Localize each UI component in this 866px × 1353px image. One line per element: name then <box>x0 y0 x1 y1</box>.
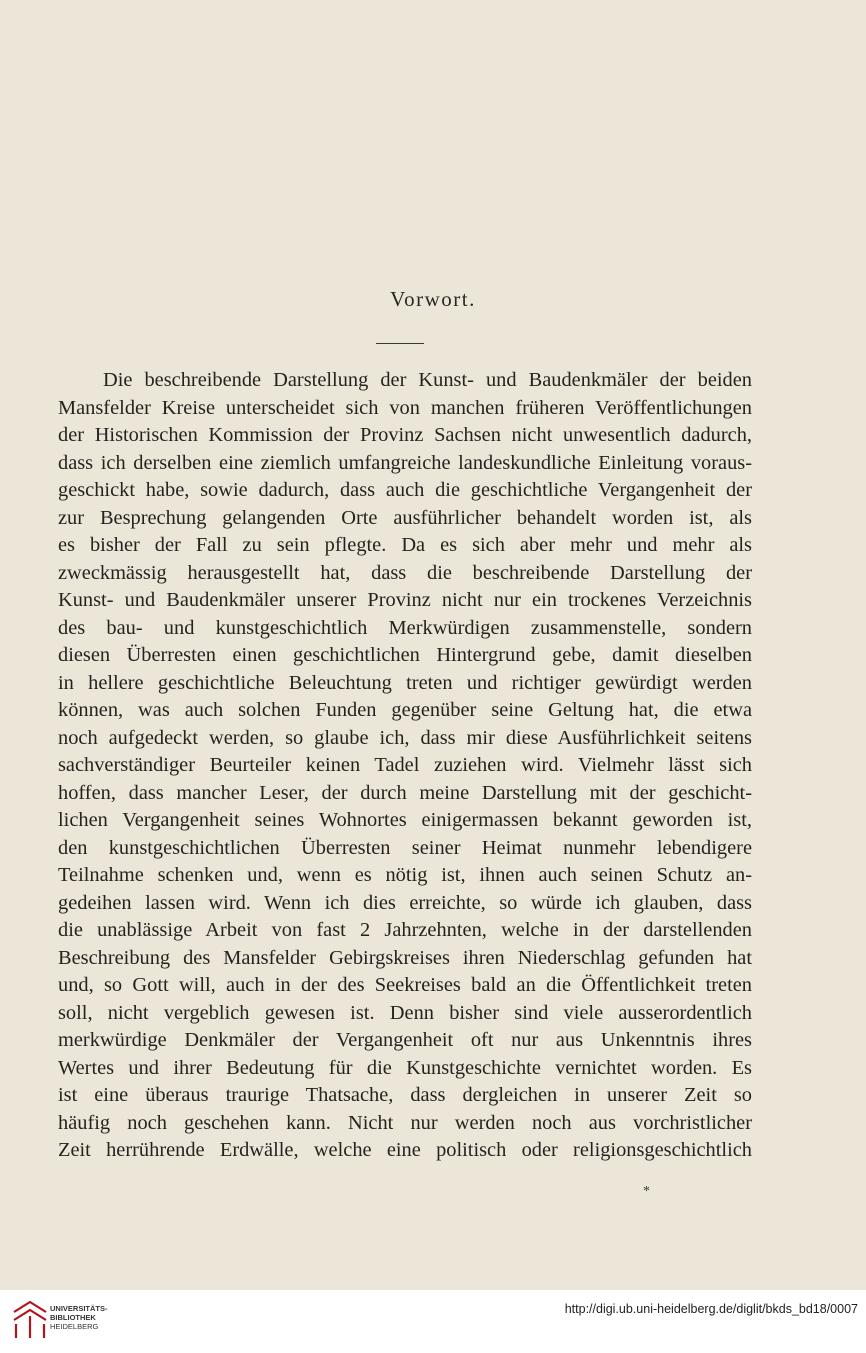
text-line: merkwürdige Denkmäler der Vergangenheit oft nur aus Unkenntnis ihres <box>58 1029 752 1051</box>
text-line: geschickt habe, sowie dadurch, dass auch die geschichtliche Vergangenheit der <box>58 479 752 501</box>
text-line: Zeit herrührende Erdwälle, welche eine politisch oder religionsgeschichtlich <box>58 1139 752 1161</box>
text-line: Wertes und ihrer Bedeutung für die Kunstgeschichte vernichtet worden. Es <box>58 1056 752 1079</box>
text-line: den kunstgeschichtlichen Überresten seiner Heimat nunmehr lebendigere <box>58 836 752 859</box>
text-line: lichen Vergangenheit seines Wohnortes einigermassen bekannt geworden ist, <box>58 809 752 831</box>
text-line: noch aufgedeckt werden, so glaube ich, dass mir diese Ausführlichkeit seitens <box>58 726 752 749</box>
text-line: Beschreibung des Mansfelder Gebirgskreises ihren Niederschlag gefunden hat <box>58 946 752 969</box>
page-title: Vorwort. <box>390 287 476 311</box>
text-line: diesen Überresten einen geschichtlichen Hintergrund gebe, damit dieselben <box>58 644 752 666</box>
library-name <box>50 1304 108 1331</box>
footer-bar <box>0 1290 866 1353</box>
permalink-url[interactable]: http://digi.ub.uni-heidelberg.de/diglit/bkds_bd18/0007 <box>564 1302 858 1316</box>
text-line: ist eine überaus traurige Thatsache, dass dergleichen in unserer Zeit so <box>58 1084 752 1106</box>
text-line: dass ich derselben eine ziemlich umfangreiche landeskundliche Einleitung voraus- <box>58 451 752 474</box>
library-name-line2: BIBLIOTHEK <box>50 1313 96 1322</box>
title-rule <box>376 343 424 344</box>
text-line: zweckmässig herausgestellt hat, dass die beschreibende Darstellung der <box>58 561 752 584</box>
text-line: in hellere geschichtliche Beleuchtung treten und richtiger gewürdigt werden <box>58 671 752 694</box>
library-name-line3: HEIDELBERG <box>50 1322 99 1331</box>
text-line: häufig noch geschehen kann. Nicht nur werden noch aus vorchristlicher <box>58 1111 752 1134</box>
text-line: es bisher der Fall zu sein pflegte. Da es sich aber mehr und mehr als <box>58 534 752 556</box>
text-line: und, so Gott will, auch in der des Seekreises bald an die Öffentlichkeit treten <box>58 974 752 996</box>
text-line: Mansfelder Kreise unterscheidet sich von manchen früheren Veröffentlichungen <box>58 396 752 419</box>
text-line: die unablässige Arbeit von fast 2 Jahrzehnten, welche in der darstellenden <box>58 919 752 941</box>
university-library-logo-icon <box>10 1300 50 1340</box>
text-line: Teilnahme schenken und, wenn es nötig ist, ihnen auch seinen Schutz an- <box>58 864 752 886</box>
text-line: Kunst- und Baudenkmäler unserer Provinz nicht nur ein trockenes Verzeichnis <box>58 589 752 611</box>
text-line: können, was auch solchen Funden gegenüber seine Geltung hat, die etwa <box>58 699 752 721</box>
text-line: soll, nicht vergeblich gewesen ist. Denn bisher sind viele ausserordentlich <box>58 1001 752 1024</box>
text-line: hoffen, dass mancher Leser, der durch meine Darstellung mit der geschicht- <box>58 781 752 804</box>
text-line: Die beschreibende Darstellung der Kunst- und Baudenkmäler der beiden <box>103 369 752 391</box>
text-line: des bau- und kunstgeschichtlich Merkwürdigen zusammenstelle, sondern <box>58 616 752 639</box>
text-line: zur Besprechung gelangenden Orte ausführlicher behandelt worden ist, als <box>58 506 752 529</box>
text-line: gedeihen lassen wird. Wenn ich dies erreichte, so würde ich glauben, dass <box>58 891 752 914</box>
signature-mark: * <box>643 1184 650 1199</box>
text-line: sachverständiger Beurteiler keinen Tadel zuziehen wird. Vielmehr lässt sich <box>58 754 752 776</box>
library-name-line1: UNIVERSITÄTS- <box>50 1304 108 1313</box>
body-text <box>58 367 752 1165</box>
text-line: der Historischen Kommission der Provinz Sachsen nicht unwesentlich dadurch, <box>58 424 752 446</box>
